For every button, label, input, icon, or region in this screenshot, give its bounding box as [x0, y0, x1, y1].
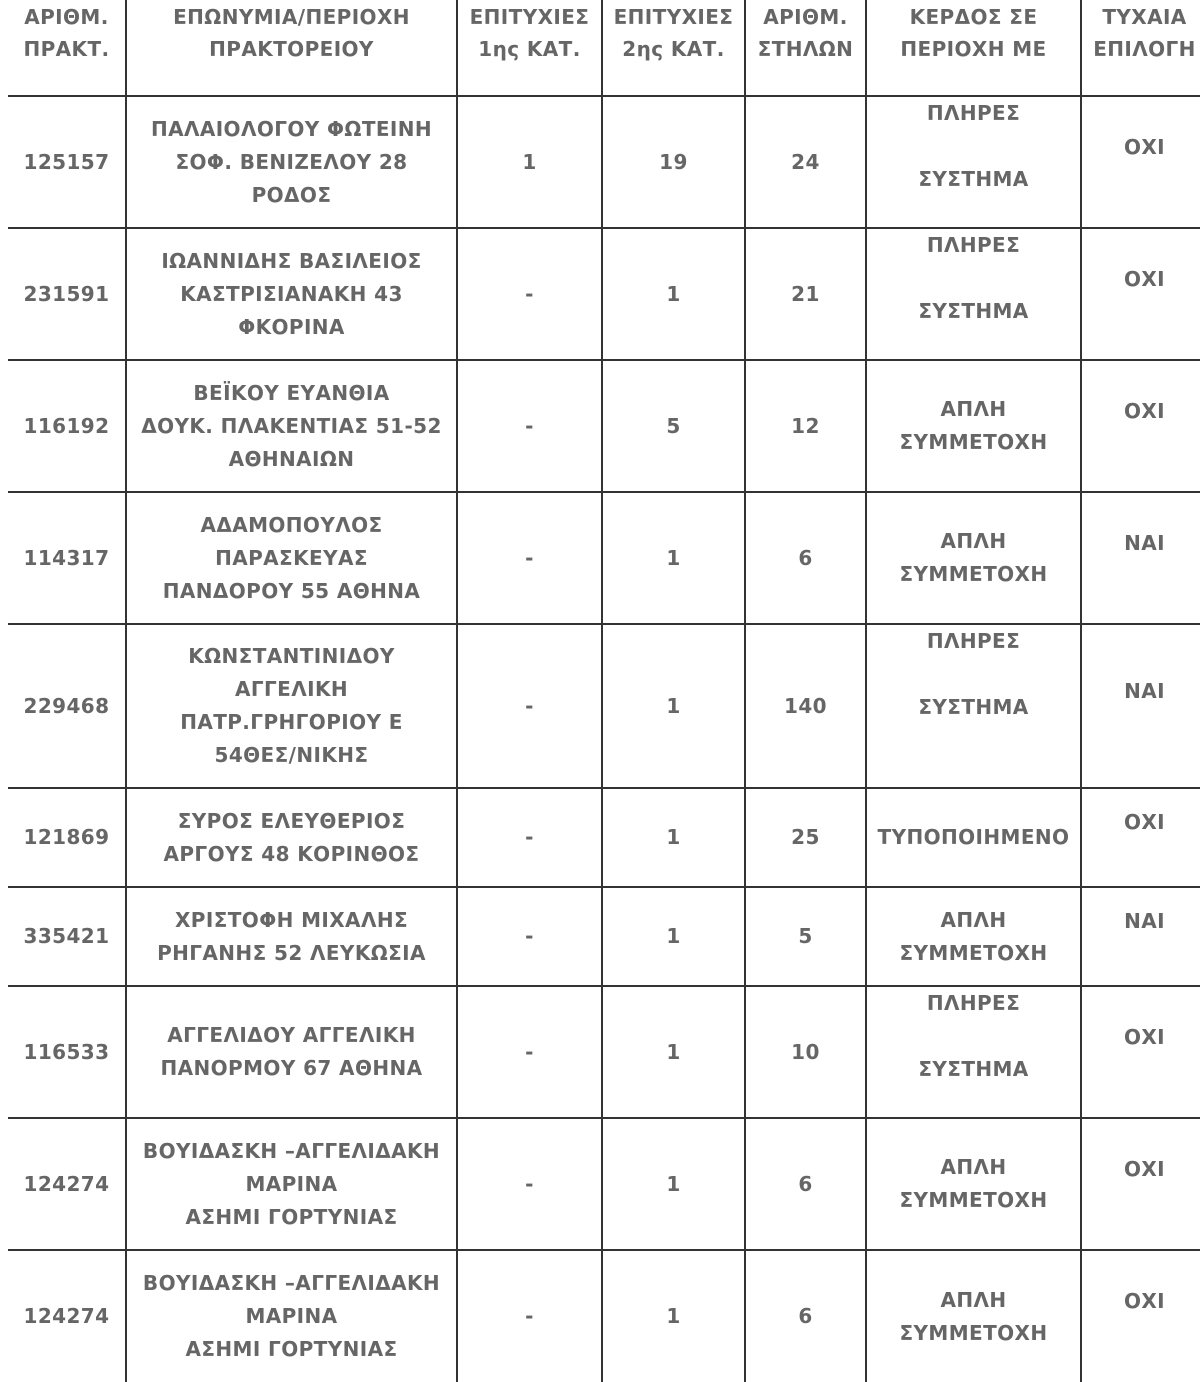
- prize-type-cell: [866, 492, 1081, 624]
- random-pick-offset: [1086, 888, 1200, 905]
- random-pick-cell: [1081, 1250, 1200, 1382]
- wins-1st-value: -: [525, 413, 534, 438]
- agency-name-cell: [126, 986, 457, 1118]
- agency-name-line: ΑΓΓΕΛΙΔΟΥ ΑΓΓΕΛΙΚΗ: [167, 1023, 416, 1047]
- prize-type-cell: [866, 887, 1081, 986]
- header-line: 2ης ΚΑΤ.: [622, 37, 725, 61]
- prize-type-line: ΑΠΛΗ: [940, 397, 1007, 421]
- random-pick-cell: [1081, 96, 1200, 228]
- random-pick-value: ΟΧΙ: [1123, 1157, 1166, 1181]
- header-random-pick: [1081, 0, 1200, 96]
- agency-name-line: ΠΑΛΑΙΟΛΟΓΟΥ ΦΩΤΕΙΝΗ: [150, 116, 433, 141]
- prize-type-cell: [866, 1250, 1081, 1382]
- prize-type-line: ΣΥΜΜΕΤΟΧΗ: [899, 1320, 1048, 1345]
- wins-2nd-value: 1: [666, 1304, 681, 1328]
- agency-name-line: ΠΑΤΡ.ΓΡΗΓΟΡΙΟΥ Ε: [180, 710, 403, 734]
- wins-2nd-cell: [602, 96, 745, 228]
- prize-type-cell: [866, 788, 1081, 887]
- header-line: 1ης ΚΑΤ.: [478, 37, 581, 61]
- columns-count-cell: [745, 887, 866, 986]
- wins-1st-cell: [457, 96, 602, 228]
- random-pick-value: ΟΧΙ: [1123, 1025, 1166, 1049]
- agency-number: 121869: [23, 825, 110, 849]
- agency-name-line: ΑΓΓΕΛΙΚΗ: [235, 677, 348, 701]
- prize-line-gap: [871, 130, 1076, 163]
- random-pick-value: ΟΧΙ: [1123, 1289, 1166, 1313]
- agency-number-cell: [8, 360, 126, 492]
- table-row: [8, 986, 1200, 1118]
- random-pick-cell: [1081, 624, 1200, 788]
- agency-number-cell: [8, 1250, 126, 1382]
- agency-number-cell: [8, 492, 126, 624]
- wins-2nd-value: 1: [666, 924, 681, 948]
- prize-type-line: ΣΥΣΤΗΜΑ: [918, 299, 1029, 323]
- random-pick-offset: [1086, 1119, 1200, 1153]
- table-row: [8, 1118, 1200, 1250]
- random-pick-value: ΟΧΙ: [1123, 399, 1166, 423]
- columns-count-value: 12: [791, 413, 820, 438]
- agency-name-line: ΚΑΣΤΡΙΣΙΑΝΑΚΗ 43: [180, 281, 403, 306]
- header-line: ΠΡΑΚΤ.: [23, 37, 110, 61]
- wins-1st-value: -: [525, 924, 534, 948]
- prize-type-cell: [866, 228, 1081, 360]
- agency-name-line: ΣΥΡΟΣ ΕΛΕΥΘΕΡΙΟΣ: [177, 808, 406, 833]
- random-pick-offset: [1086, 493, 1200, 527]
- prize-type-line: ΣΥΜΜΕΤΟΧΗ: [899, 430, 1048, 454]
- wins-1st-cell: [457, 360, 602, 492]
- columns-count-cell: [745, 228, 866, 360]
- columns-count-value: 6: [798, 1304, 813, 1328]
- agency-name-cell: [126, 1118, 457, 1250]
- agency-name-line: ΡΗΓΑΝΗΣ 52 ΛΕΥΚΩΣΙΑ: [157, 940, 426, 965]
- agency-name-line: ΚΩΝΣΤΑΝΤΙΝΙΔΟΥ: [188, 644, 395, 668]
- columns-count-cell: [745, 360, 866, 492]
- wins-2nd-cell: [602, 492, 745, 624]
- table-row: [8, 624, 1200, 788]
- agency-name-line: ΧΡΙΣΤΟΦΗ ΜΙΧΑΛΗΣ: [174, 907, 409, 932]
- header-line: ΕΠΙΛΟΓΗ: [1093, 37, 1196, 61]
- agency-name-line: ΑΔΑΜΟΠΟΥΛΟΣ: [200, 512, 383, 537]
- header-wins-1st: [457, 0, 602, 96]
- wins-1st-cell: [457, 624, 602, 788]
- prize-line-gap: [871, 1020, 1076, 1053]
- random-pick-cell: [1081, 228, 1200, 360]
- wins-2nd-cell: [602, 986, 745, 1118]
- agency-name-line: ΙΩΑΝΝΙΔΗΣ ΒΑΣΙΛΕΙΟΣ: [161, 248, 422, 273]
- agency-name-line: ΠΑΡΑΣΚΕΥΑΣ: [215, 545, 368, 570]
- prize-type-line: ΑΠΛΗ: [940, 529, 1007, 553]
- agency-number-cell: [8, 228, 126, 360]
- header-line: ΚΕΡΔΟΣ ΣΕ: [909, 5, 1038, 29]
- header-line: ΕΠΩΝΥΜΙΑ/ΠΕΡΙΟΧΗ: [173, 5, 410, 29]
- wins-2nd-cell: [602, 1118, 745, 1250]
- header-line: ΤΥΧΑΙΑ: [1102, 5, 1187, 29]
- prize-type-line: ΣΥΜΜΕΤΟΧΗ: [899, 1188, 1048, 1212]
- agency-number-cell: [8, 1118, 126, 1250]
- random-pick-value: ΟΧΙ: [1123, 810, 1166, 834]
- columns-count-value: 6: [798, 545, 813, 570]
- prize-type-line: ΠΛΗΡΕΣ: [926, 991, 1021, 1015]
- agency-name-line: ΑΣΗΜΙ ΓΟΡΤΥΝΙΑΣ: [185, 1337, 398, 1361]
- wins-1st-value: -: [525, 825, 534, 849]
- random-pick-cell: [1081, 788, 1200, 887]
- header-line: ΣΤΗΛΩΝ: [757, 37, 854, 61]
- wins-1st-value: -: [525, 1171, 534, 1196]
- wins-2nd-cell: [602, 788, 745, 887]
- wins-1st-cell: [457, 986, 602, 1118]
- random-pick-offset: [1086, 789, 1200, 806]
- agency-number: 231591: [23, 281, 110, 306]
- prize-type-line: ΤΥΠΟΠΟΙΗΜΕΝΟ: [877, 825, 1070, 849]
- columns-count-cell: [745, 1250, 866, 1382]
- header-wins-2nd: [602, 0, 745, 96]
- wins-1st-cell: [457, 788, 602, 887]
- agency-name-cell: [126, 624, 457, 788]
- columns-count-cell: [745, 492, 866, 624]
- agency-number-cell: [8, 986, 126, 1118]
- agency-name-line: 54ΘΕΣ/ΝΙΚΗΣ: [214, 743, 369, 767]
- wins-2nd-value: 1: [666, 545, 681, 570]
- agency-number: 124274: [23, 1304, 110, 1328]
- table-row: [8, 492, 1200, 624]
- wins-2nd-cell: [602, 360, 745, 492]
- agency-name-line: ΒΕΪΚΟΥ ΕΥΑΝΘΙΑ: [193, 380, 390, 405]
- random-pick-cell: [1081, 492, 1200, 624]
- results-table: [8, 0, 1200, 1382]
- random-pick-offset: [1086, 97, 1200, 131]
- agency-name-line: ΔΟΥΚ. ΠΛΑΚΕΝΤΙΑΣ 51-52: [141, 413, 442, 438]
- columns-count-cell: [745, 624, 866, 788]
- agency-number: 114317: [23, 545, 110, 570]
- wins-2nd-value: 1: [666, 693, 681, 718]
- prize-type-cell: [866, 360, 1081, 492]
- prize-type-cell: [866, 96, 1081, 228]
- random-pick-value: ΝΑΙ: [1124, 679, 1165, 703]
- prize-line-gap: [871, 262, 1076, 295]
- prize-type-line: ΣΥΜΜΕΤΟΧΗ: [899, 940, 1048, 965]
- random-pick-cell: [1081, 986, 1200, 1118]
- table-row: [8, 887, 1200, 986]
- prize-type-cell: [866, 624, 1081, 788]
- prize-type-line: ΣΥΣΤΗΜΑ: [918, 1057, 1029, 1081]
- random-pick-cell: [1081, 1118, 1200, 1250]
- agency-number-cell: [8, 624, 126, 788]
- wins-1st-value: -: [525, 1039, 534, 1064]
- wins-1st-cell: [457, 228, 602, 360]
- agency-number: 125157: [23, 149, 110, 174]
- agency-name-line: ΦΚΟΡΙΝΑ: [238, 314, 345, 339]
- agency-name-cell: [126, 360, 457, 492]
- wins-2nd-value: 1: [666, 1171, 681, 1196]
- header-prize-type: [866, 0, 1081, 96]
- agency-name-cell: [126, 788, 457, 887]
- prize-type-line: ΠΛΗΡΕΣ: [926, 629, 1021, 653]
- random-pick-value: ΟΧΙ: [1123, 135, 1166, 159]
- agency-name-cell: [126, 1250, 457, 1382]
- agency-name-line: ΡΟΔΟΣ: [251, 182, 332, 207]
- agency-number: 116192: [23, 413, 110, 438]
- agency-number: 229468: [23, 693, 110, 718]
- prize-type-line: ΣΥΜΜΕΤΟΧΗ: [899, 562, 1048, 586]
- table-row: [8, 360, 1200, 492]
- columns-count-cell: [745, 986, 866, 1118]
- table-row: [8, 96, 1200, 228]
- header-line: ΠΕΡΙΟΧΗ ΜΕ: [900, 37, 1047, 61]
- columns-count-value: 24: [791, 149, 820, 174]
- random-pick-value: ΝΑΙ: [1124, 909, 1165, 933]
- prize-type-line: ΣΥΣΤΗΜΑ: [918, 695, 1029, 719]
- agency-name-cell: [126, 887, 457, 986]
- agency-name-cell: [126, 228, 457, 360]
- columns-count-value: 21: [791, 281, 820, 306]
- agency-name-line: ΠΑΝΔΟΡΟΥ 55 ΑΘΗΝΑ: [162, 578, 421, 603]
- header-columns-count: [745, 0, 866, 96]
- prize-type-cell: [866, 1118, 1081, 1250]
- header-line: ΠΡΑΚΤΟΡΕΙΟΥ: [209, 37, 374, 61]
- agency-number-cell: [8, 788, 126, 887]
- table-row: [8, 228, 1200, 360]
- header-agency-name: [126, 0, 457, 96]
- agency-name-line: ΣΟΦ. ΒΕΝΙΖΕΛΟΥ 28: [175, 149, 408, 174]
- header-line: ΕΠΙΤΥΧΙΕΣ: [613, 5, 734, 29]
- prize-type-line: ΠΛΗΡΕΣ: [926, 101, 1021, 125]
- random-pick-cell: [1081, 887, 1200, 986]
- wins-2nd-value: 5: [666, 413, 681, 438]
- prize-type-line: ΣΥΣΤΗΜΑ: [918, 167, 1029, 191]
- wins-1st-cell: [457, 1250, 602, 1382]
- wins-1st-value: -: [525, 545, 534, 570]
- prize-type-cell: [866, 986, 1081, 1118]
- columns-count-value: 6: [798, 1171, 813, 1196]
- columns-count-value: 10: [791, 1039, 820, 1064]
- header-agency-number: [8, 0, 126, 96]
- prize-type-line: ΑΠΛΗ: [940, 1287, 1007, 1312]
- table-row: [8, 788, 1200, 887]
- agency-number: 116533: [23, 1039, 110, 1064]
- columns-count-cell: [745, 96, 866, 228]
- header-line: ΕΠΙΤΥΧΙΕΣ: [469, 5, 590, 29]
- agency-name-line: ΑΡΓΟΥΣ 48 ΚΟΡΙΝΘΟΣ: [163, 841, 420, 866]
- wins-2nd-value: 1: [666, 1039, 681, 1064]
- prize-type-line: ΑΠΛΗ: [940, 1155, 1007, 1179]
- wins-2nd-cell: [602, 1250, 745, 1382]
- wins-2nd-value: 1: [666, 281, 681, 306]
- agency-number-cell: [8, 887, 126, 986]
- random-pick-offset: [1086, 229, 1200, 263]
- agency-number-cell: [8, 96, 126, 228]
- agency-number: 124274: [23, 1171, 110, 1196]
- wins-1st-value: -: [525, 693, 534, 718]
- wins-1st-cell: [457, 492, 602, 624]
- table-row: [8, 1250, 1200, 1382]
- random-pick-cell: [1081, 360, 1200, 492]
- wins-2nd-value: 1: [666, 825, 681, 849]
- random-pick-offset: [1086, 361, 1200, 395]
- random-pick-offset: [1086, 1251, 1200, 1285]
- columns-count-value: 25: [791, 825, 820, 849]
- agency-name-line: ΠΑΝΟΡΜΟΥ 67 ΑΘΗΝΑ: [160, 1056, 423, 1080]
- wins-2nd-cell: [602, 228, 745, 360]
- header-row: [8, 0, 1200, 96]
- columns-count-value: 5: [798, 924, 813, 948]
- wins-1st-value: -: [525, 281, 534, 306]
- header-line: ΑΡΙΘΜ.: [24, 5, 109, 29]
- random-pick-value: ΝΑΙ: [1124, 531, 1165, 555]
- prize-line-gap: [871, 658, 1076, 691]
- wins-1st-value: -: [525, 1304, 534, 1328]
- agency-name-line: ΜΑΡΙΝΑ: [245, 1304, 338, 1328]
- columns-count-value: 140: [784, 693, 827, 718]
- agency-name-line: ΑΣΗΜΙ ΓΟΡΤΥΝΙΑΣ: [185, 1204, 398, 1229]
- agency-name-line: ΜΑΡΙΝΑ: [245, 1171, 338, 1196]
- columns-count-cell: [745, 788, 866, 887]
- wins-2nd-cell: [602, 624, 745, 788]
- wins-1st-value: 1: [522, 149, 537, 174]
- wins-2nd-value: 19: [659, 149, 688, 174]
- agency-name-cell: [126, 96, 457, 228]
- wins-2nd-cell: [602, 887, 745, 986]
- results-body: [8, 96, 1200, 1382]
- columns-count-cell: [745, 1118, 866, 1250]
- agency-name-line: ΑΘΗΝΑΙΩΝ: [228, 446, 355, 471]
- header-line: ΑΡΙΘΜ.: [763, 5, 848, 29]
- agency-name-line: ΒΟΥΙΔΑΣΚΗ –ΑΓΓΕΛΙΔΑΚΗ: [142, 1271, 441, 1295]
- agency-name-line: ΒΟΥΙΔΑΣΚΗ –ΑΓΓΕΛΙΔΑΚΗ: [142, 1138, 441, 1163]
- random-pick-offset: [1086, 625, 1200, 675]
- prize-type-line: ΠΛΗΡΕΣ: [926, 233, 1021, 257]
- random-pick-value: ΟΧΙ: [1123, 267, 1166, 291]
- prize-type-line: ΑΠΛΗ: [940, 907, 1007, 932]
- agency-number: 335421: [23, 924, 110, 948]
- wins-1st-cell: [457, 887, 602, 986]
- wins-1st-cell: [457, 1118, 602, 1250]
- agency-name-cell: [126, 492, 457, 624]
- random-pick-offset: [1086, 987, 1200, 1021]
